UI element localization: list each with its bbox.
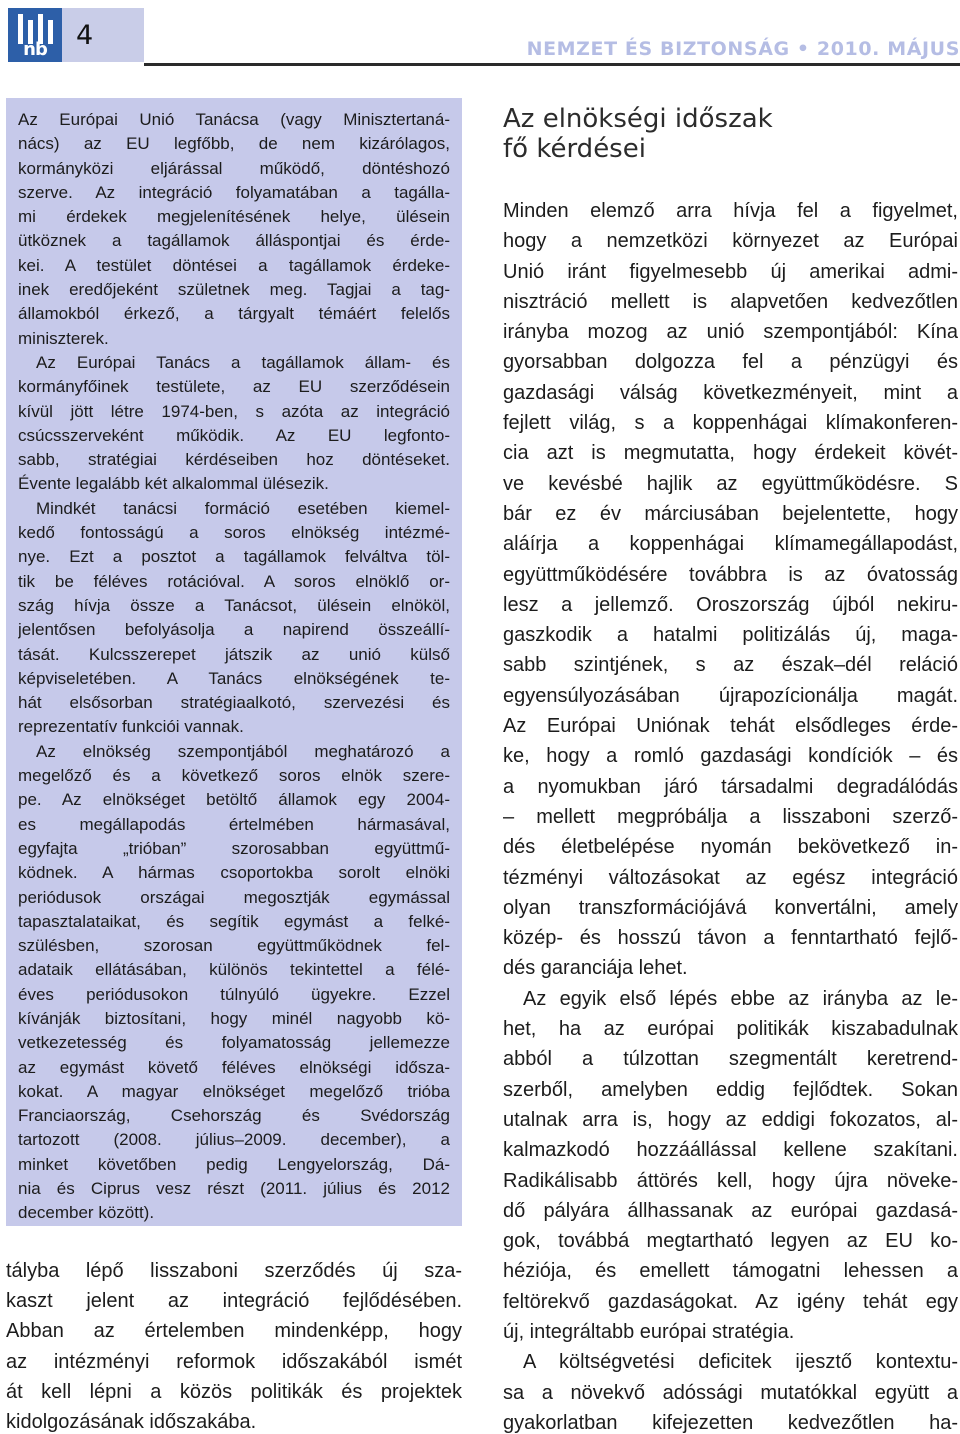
body-text-line: Unió iránt figyelmesebb új amerikai admi- [503, 260, 958, 283]
page-number-box [62, 8, 144, 62]
sidebar-text-line: inek eredőjeként születnek meg. Tagjai a tag- [18, 280, 450, 300]
sidebar-text-line: szág hívja össze a Tanácsot, ülésein elnököl, [18, 595, 450, 615]
body-text-line: fejlett világ, s a koppenhágai klímakonferen- [503, 412, 958, 435]
body-text-line: Az egyik első lépés ebbe az irányba az le- [523, 987, 958, 1010]
sidebar-text-line: Az Európai Tanács a tagállamok állam- és [36, 352, 450, 372]
body-text-line: kidolgozásának időszakába. [6, 1411, 257, 1434]
sidebar-text-line: Mindkét tanácsi formáció esetében kiemel- [36, 498, 450, 518]
sidebar-text-line: Az Európai Unió Tanácsa (vagy Minisztertaná- [18, 110, 450, 129]
sidebar-text-line: tik be féléves rotációval. A soros elnöklő or- [18, 571, 450, 591]
body-text-line: közép- és hosszú távon a fenntartható fejlő- [503, 927, 958, 950]
body-text-line: új, integráltabb európai stratégia. [503, 1320, 795, 1343]
sidebar-text-line: mi érdekek megjelenítésének helye, ülésein [18, 207, 450, 227]
left-column-text [6, 1256, 462, 1434]
sidebar-text-line: tartozott (2008. július–2009. december), a [18, 1130, 450, 1150]
body-text-line: tályba lépő lisszaboni szerződés új sza- [6, 1260, 462, 1282]
body-text-line: nisztráció mellett is alapvetően kedvezőtlen [503, 290, 958, 313]
body-text-line: együttműködésére továbbra is az óvatosság [503, 563, 958, 586]
body-text-line: sabb szintjének, s az észak–dél reláció [503, 654, 958, 677]
body-text-line: aláírja a koppenhágai klímamegállapodást, [503, 533, 958, 556]
sidebar-text-line: szülésben, szorosan együttműködnek fel- [18, 936, 450, 956]
sidebar-text-line: jelentősen befolyásolja a napirend összeállí- [18, 620, 450, 640]
body-text-line: cia azt is megmutatta, hogy érdekeit kövét- [503, 442, 958, 465]
body-text-line: át kell lépni a közös politikák és projektek [6, 1380, 462, 1403]
body-text-line: egyensúlyozásában újrapozícionálja magát. [503, 684, 958, 707]
page-number: 4 [76, 20, 94, 51]
body-text-line: olyan transzformációjává konvertálni, amely [503, 896, 958, 919]
sidebar-text-line: megelőző és a következő soros elnök szere- [18, 766, 450, 786]
sidebar-text-line: Az elnökség szempontjából meghatározó a [36, 741, 450, 761]
body-text-line: Radikálisabb áttörés kell, hogy újra növeke- [503, 1169, 958, 1192]
sidebar-text-line: kormányközi eljárással működő, döntéshozó [18, 158, 450, 178]
body-text-line: abból a túlzottan szegmentált keretrend- [503, 1048, 958, 1071]
sidebar-text-line: az egymást követő féléves elnökségi idősza- [18, 1057, 450, 1077]
body-text-line: utalnak arra is, hogy az eddigi fokozatos, al- [503, 1108, 958, 1131]
publication-title: NEMZET ÉS BIZTONSÁG • 2010. MÁJUS [526, 38, 960, 60]
body-text-line: gok, továbbá megtartható legyen az EU ko- [503, 1230, 958, 1253]
body-text-line: Abban az értelemben mindenképp, hogy [6, 1320, 462, 1343]
section-heading-line: Az elnökségi időszak [503, 104, 773, 134]
sidebar-text-line: képviseletében. A Tanács elnökségének te- [18, 668, 450, 688]
body-text-line: gaszkodik a hatalmi politizálás új, maga- [503, 624, 958, 647]
sidebar-text-line: nács) az EU legfőbb, de nem kizárólagos, [18, 134, 450, 154]
sidebar-text-line: kormányfőinek testülete, az EU szerződésein [18, 377, 450, 397]
sidebar-text-line: szerve. Az integráció folyamatában a tagálla- [18, 182, 450, 202]
body-text-line: ke, hogy a romló gazdasági kondíciók – és [503, 745, 958, 768]
body-text-line: tézményi változásokat az egész integráció [503, 866, 958, 889]
sidebar-text-line: éves periódusokon túlnyúló ügyekre. Ezzel [18, 984, 450, 1004]
body-text-line: dő pályára állhassanak az európai gazdasá- [503, 1199, 958, 1222]
sidebar-text-line: kokat. A magyar elnökséget megelőző trióba [18, 1081, 450, 1101]
sidebar-text-line: államokból érkező, a tárgyalt témáért felelős [18, 304, 450, 324]
body-text-line: het, ha az európai politikák kiszabadulnak [503, 1018, 958, 1041]
section-heading-line: fő kérdései [503, 134, 646, 164]
body-text-line: sa a növekvő adóssági mutatókkal együtt a [503, 1381, 958, 1404]
body-text-line: a nyomukban járó társadalmi degradálódás [503, 775, 958, 798]
sidebar-text-line: tását. Kulcsszerepet játszik az unió külső [18, 644, 450, 664]
sidebar-text-line: es megállapodás értelmében hármasával, [18, 814, 450, 834]
section-heading [503, 104, 953, 164]
sidebar-text-line: tapasztalataikat, és segítik egymást a felké- [18, 911, 450, 931]
sidebar-text-line: pe. Az elnökséget betöltő államok egy 2004- [18, 790, 450, 810]
sidebar-text-line: minket követőben pedig Lengyelország, Dá- [18, 1154, 450, 1174]
body-text-line: lesz a jellemző. Oroszország újból nekiru- [503, 593, 958, 616]
body-text-line: – mellett megpróbálja a lisszaboni szerző- [503, 805, 958, 828]
body-text-line: gazdasági válság következményeit, mint a [503, 381, 958, 404]
sidebar-text-line: sabb, stratégiai kérdéseiben hoz döntéseket. [18, 450, 450, 470]
sidebar-text-line: adataik ellátásában, különös tekintettel a félé- [18, 960, 450, 980]
sidebar-text-line: ködnek. A hármas csoportokba sorolt elnöki [18, 863, 450, 883]
body-text-line: gyorsabban dolgozza fel a pénzügyi és [503, 351, 958, 374]
sidebar-text-line: hát elsősorban stratégiaalkotó, szervezési és [18, 693, 450, 713]
body-text-line: irányba mozog az unió szempontjából: Kína [503, 321, 958, 344]
sidebar-text-line: kei. A testület döntései a tagállamok érdeke- [18, 255, 450, 275]
body-text-line: dés garanciája lehet. [503, 957, 688, 980]
sidebar-text-line: nye. Ezt a posztot a tagállamok felváltva töl- [18, 547, 450, 567]
body-text-line: A költségvetési deficitek ijesztő kontextu- [523, 1351, 958, 1374]
publication-logo [8, 8, 62, 62]
body-text-line: Az Európai Uniónak tehát elsődleges érde- [503, 715, 958, 738]
sidebar-box-text [18, 108, 450, 1226]
body-text-line: bár ez év márciusában bejelentette, hogy [503, 502, 958, 525]
sidebar-text-line: december között). [18, 1203, 155, 1223]
body-text-line: az intézményi reformok időszakából ismét [6, 1350, 462, 1373]
sidebar-text-line: Évente legalább két alkalommal ülésezik. [18, 474, 329, 494]
right-column-text [503, 196, 958, 1434]
sidebar-text-line: Franciaország, Csehország és Svédország [18, 1106, 450, 1126]
sidebar-text-line: periódusok országai megosztják egymással [18, 887, 450, 907]
body-text-line: dés életbelépése nyomán bekövetkező in- [503, 836, 958, 859]
body-text-line: kaszt jelent az integráció fejlődésében. [6, 1290, 462, 1313]
body-text-line: szerből, amelyben eddig fejlődtek. Sokan [503, 1078, 958, 1101]
sidebar-text-line: kívül jött létre 1974-ben, s azóta az integráció [18, 401, 450, 421]
sidebar-text-line: reprezentatív funkciói vannak. [18, 717, 244, 737]
body-text-line: Minden elemző arra hívja fel a figyelmet, [503, 200, 958, 222]
body-text-line: gyakorlatban kifejezetten kedvezőtlen ha- [503, 1411, 958, 1434]
sidebar-text-line: kedő fontosságú a soros elnökség intézmé- [18, 523, 450, 543]
sidebar-text-line: ütköznek a tagállamok álláspontjai és érde- [18, 231, 450, 251]
body-text-line: héziója, és emellett támogatni lehessen a [503, 1260, 958, 1283]
sidebar-text-line: nia és Ciprus vesz részt (2011. július és 2012 [18, 1179, 450, 1199]
sidebar-text-line: vetkezetesség és folyamatosság jellemezze [18, 1033, 450, 1053]
body-text-line: hogy a nemzetközi környezet az Európai [503, 230, 958, 253]
body-text-line: feltörekvő gazdaságokat. Az igény tehát egy [503, 1290, 958, 1313]
sidebar-text-line: csúcsszerveként működik. Az EU legfonto- [18, 425, 450, 445]
header-rule [144, 63, 960, 66]
logo-text: nb [23, 39, 47, 60]
sidebar-text-line: egyfajta „trióban” szorosabban együttmű- [18, 838, 450, 858]
sidebar-text-line: kívánják biztosítani, hogy minél nagyobb kö- [18, 1008, 450, 1028]
body-text-line: ve kevésbé hajlik az együttműködésre. S [503, 472, 958, 495]
body-text-line: kalmazkodó hozzáállással kellene szakítani. [503, 1139, 958, 1162]
sidebar-text-line: miniszterek. [18, 328, 109, 348]
